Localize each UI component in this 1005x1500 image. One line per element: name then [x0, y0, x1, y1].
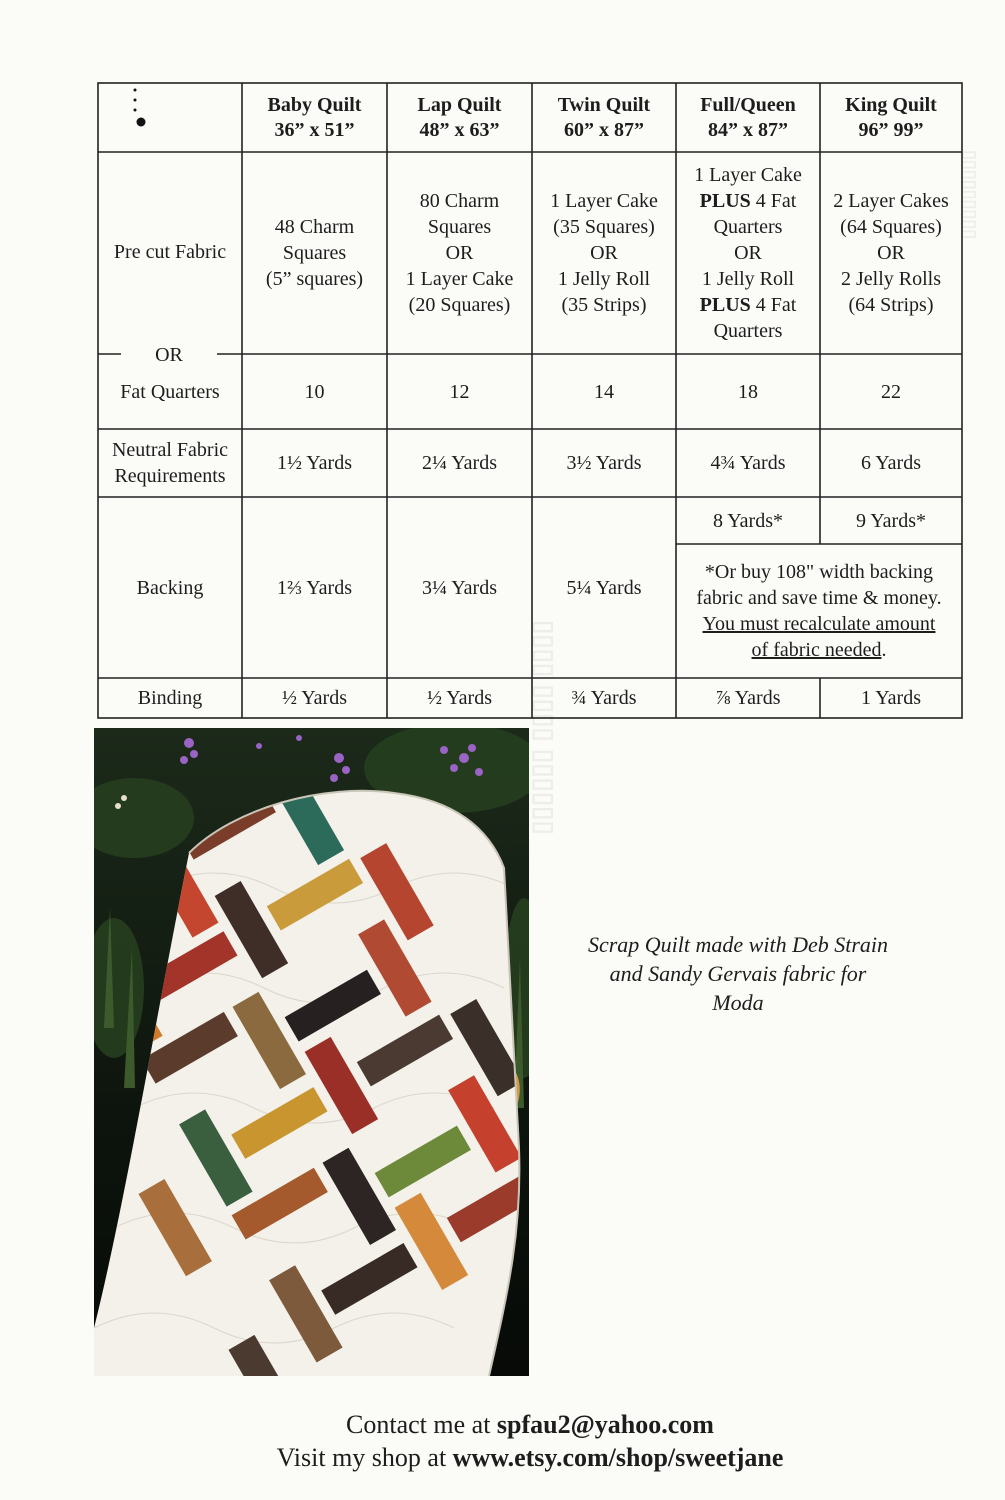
cell-line: (5” squares): [265, 268, 364, 290]
cell-line: 48 Charm: [274, 216, 355, 238]
cell-value: 1 Yards: [860, 687, 922, 709]
cell-line: OR: [590, 242, 618, 264]
note-fragment: .: [881, 639, 887, 661]
note-line: fabric and save time & money.: [696, 587, 942, 609]
header-lap-quilt: [387, 83, 532, 152]
cell-line: 1 Layer Cake: [550, 190, 658, 212]
photo-caption: [548, 930, 928, 1017]
cell-line: Quarters: [713, 320, 783, 342]
contact-email-line: [180, 1408, 880, 1441]
cell-value: ¾ Yards: [571, 687, 637, 709]
cell-value: 1½ Yards: [276, 452, 353, 474]
label-text: Neutral Fabric: [111, 439, 229, 461]
header-baby-quilt: [242, 83, 387, 152]
header-full-queen: [676, 83, 820, 152]
cell-line: 1 Jelly Roll: [701, 268, 795, 290]
column-size: 96” 99”: [858, 118, 924, 141]
binding-king: [820, 678, 962, 718]
fat-quarters-full-queen: [676, 354, 820, 429]
fat-quarters-king: [820, 354, 962, 429]
cell-line: 2 Jelly Rolls: [840, 268, 941, 290]
precut-full-queen: [676, 152, 820, 354]
binding-baby: [242, 678, 387, 718]
cell-line: OR: [877, 242, 905, 264]
cell-line: (64 Strips): [848, 294, 934, 316]
cell-value: 2¼ Yards: [421, 452, 498, 474]
header-king-quilt: [820, 83, 962, 152]
cell-line: 80 Charm: [419, 190, 500, 212]
binding-full-queen: [676, 678, 820, 718]
backing-full-queen: [676, 497, 820, 544]
column-size: 48” x 63”: [419, 118, 500, 141]
label-text: Requirements: [114, 465, 226, 487]
cell-line: (35 Squares): [553, 216, 655, 238]
column-name: Baby Quilt: [267, 93, 362, 116]
cell-value: ½ Yards: [281, 687, 348, 709]
precut-baby: [242, 152, 387, 354]
precut-king: [820, 152, 962, 354]
column-name: Twin Quilt: [557, 93, 651, 116]
label-text: Backing: [136, 576, 204, 599]
cell-value: 18: [738, 380, 758, 403]
neutral-lap: [387, 429, 532, 497]
shop-prefix: Visit my shop at: [276, 1443, 453, 1472]
cell-line: [700, 292, 797, 318]
header-twin-quilt: [532, 83, 676, 152]
precut-twin: [532, 152, 676, 354]
column-size: 84” x 87”: [708, 118, 788, 141]
cell-line: [700, 188, 797, 214]
caption-line: Moda: [712, 990, 764, 1015]
fat-quarters-twin: [532, 354, 676, 429]
row-label-neutral: [98, 429, 242, 497]
note-line: You must recalculate amount: [702, 613, 936, 635]
column-size: 36” x 51”: [274, 118, 355, 141]
label-text: OR: [155, 344, 183, 366]
column-name: Lap Quilt: [417, 93, 502, 116]
cell-line: OR: [734, 242, 762, 264]
cell-fragment: 4 Fat: [750, 294, 797, 316]
cell-value: 14: [594, 380, 614, 403]
note-line: *Or buy 108" width backing: [704, 561, 934, 583]
cell-line: (35 Strips): [561, 294, 647, 316]
bleed-through: ▯▯▯▯ ▯▯▯▯ ▯▯▯▯▯▯: [530, 620, 560, 835]
cell-fragment: 4 Fat: [750, 190, 797, 212]
cell-line: (64 Squares): [840, 216, 942, 238]
binding-lap: [387, 678, 532, 718]
row-label-fat-quarters: [98, 377, 242, 407]
note-fragment: of fabric needed: [751, 639, 882, 661]
backing-baby: [242, 497, 387, 678]
label-text: Fat Quarters: [120, 381, 220, 403]
cell-value: 3½ Yards: [566, 452, 642, 474]
cell-value: ½ Yards: [426, 687, 493, 709]
cell-value: 9 Yards*: [855, 509, 927, 532]
cell-line: Squares: [282, 242, 347, 264]
contact-prefix: Contact me at: [346, 1410, 497, 1439]
cell-value: ⅞ Yards: [715, 687, 781, 709]
label-text: Pre cut Fabric: [113, 241, 227, 263]
backing-twin: [532, 497, 676, 678]
cell-value: 4¾ Yards: [710, 452, 786, 474]
cell-value: 1⅔ Yards: [276, 576, 353, 599]
precut-lap: [387, 152, 532, 354]
contact-shop-line: [180, 1441, 880, 1474]
cell-value: 8 Yards*: [712, 509, 784, 532]
cell-value: 6 Yards: [860, 452, 922, 474]
cell-value: 5¼ Yards: [566, 576, 642, 599]
backing-king: [820, 497, 962, 544]
cell-line: 1 Jelly Roll: [557, 268, 651, 290]
fat-quarters-lap: [387, 354, 532, 429]
note-line: [752, 637, 887, 663]
contact-block: [180, 1408, 880, 1474]
shop-link[interactable]: www.etsy.com/shop/sweetjane: [452, 1443, 784, 1472]
backing-note: [676, 544, 962, 678]
quilt-illustration: [94, 728, 529, 1376]
fabric-requirements-table: [97, 82, 963, 719]
cell-line: 1 Layer Cake: [405, 268, 514, 290]
plus-emphasis: PLUS: [699, 294, 751, 316]
plus-emphasis: PLUS: [699, 190, 751, 212]
cell-line: 2 Layer Cakes: [833, 190, 949, 212]
neutral-king: [820, 429, 962, 497]
cell-line: Quarters: [713, 216, 783, 238]
row-label-or: [121, 342, 217, 368]
cell-value: 3¼ Yards: [421, 576, 498, 599]
column-name: Full/Queen: [700, 93, 796, 116]
row-label-binding: [98, 678, 242, 718]
binding-twin: [532, 678, 676, 718]
column-name: King Quilt: [845, 93, 937, 116]
caption-line: Scrap Quilt made with Deb Strain: [587, 932, 889, 957]
neutral-full-queen: [676, 429, 820, 497]
cell-value: 22: [881, 380, 901, 403]
label-text: Binding: [137, 687, 203, 709]
row-label-backing: [98, 497, 242, 678]
email-link[interactable]: spfau2@yahoo.com: [496, 1410, 714, 1439]
cell-value: 12: [449, 380, 470, 403]
neutral-baby: [242, 429, 387, 497]
caption-line: and Sandy Gervais fabric for: [609, 961, 867, 986]
row-label-precut: [98, 222, 242, 282]
fat-quarters-baby: [242, 354, 387, 429]
cell-value: 10: [304, 380, 325, 403]
quilt-photo: [94, 728, 529, 1376]
bleed-through: ▯▯▯▯▯▯▯▯▯: [960, 150, 980, 240]
column-size: 60” x 87”: [564, 118, 644, 141]
neutral-twin: [532, 429, 676, 497]
backing-lap: [387, 497, 532, 678]
cell-line: (20 Squares): [408, 294, 511, 316]
cell-line: 1 Layer Cake: [694, 164, 802, 186]
cell-line: OR: [445, 242, 474, 264]
cell-line: Squares: [427, 216, 492, 238]
